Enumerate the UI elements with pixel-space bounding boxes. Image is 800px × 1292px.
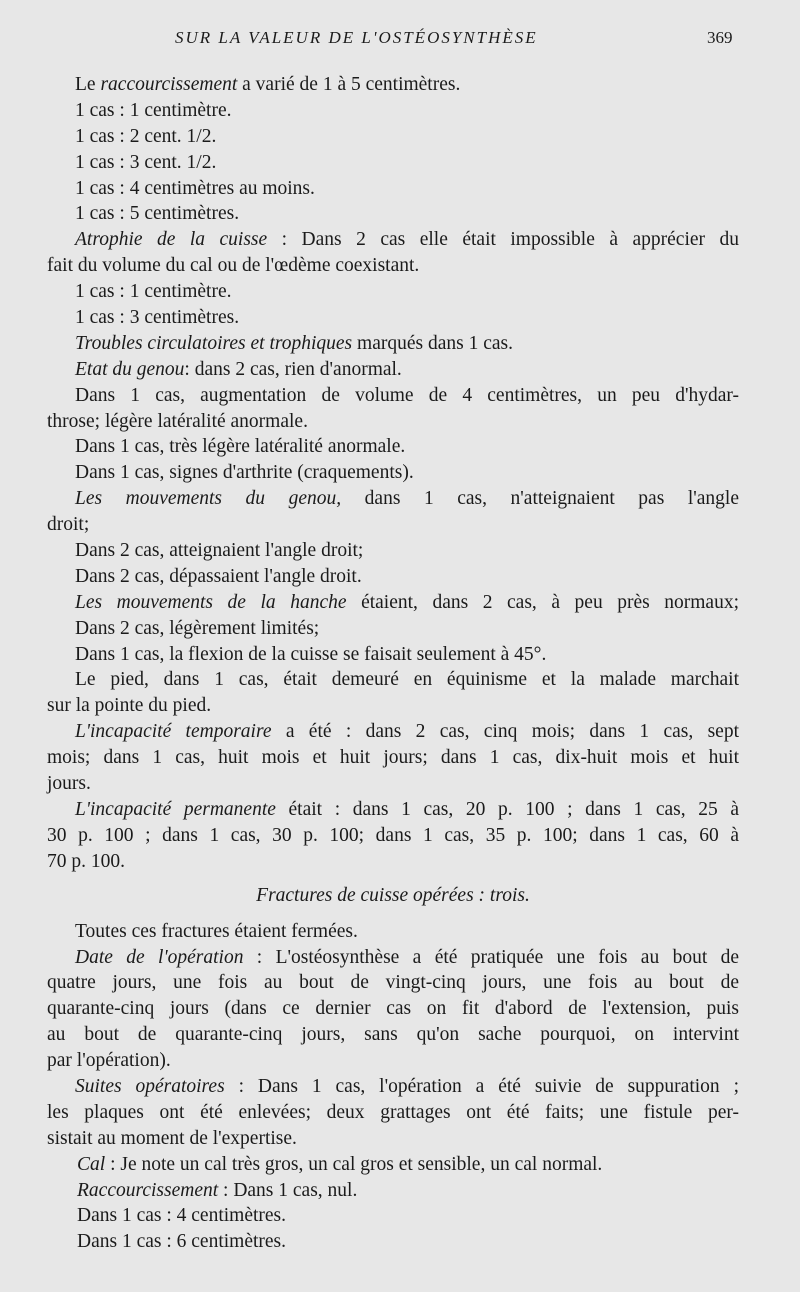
text-line: throse; légère latéralité anormale. (47, 410, 308, 432)
text-line: Les mouvements de la hanche étaient, dans 2 cas, à peu près normaux; (75, 591, 739, 613)
text-line: Dans 1 cas : 4 centimètres. (77, 1205, 287, 1227)
text-line: Date de l'opération : L'ostéosynthèse a été pratiquée une fois au bout de (75, 946, 740, 968)
text-line: 1 cas : 5 centimètres. (75, 203, 240, 225)
text-line: Toutes ces fractures étaient fermées. (75, 920, 358, 942)
text-line: Dans 2 cas, atteignaient l'angle droit; (75, 540, 364, 562)
text-line: 1 cas : 3 centimètres. (75, 307, 240, 329)
text-line: Raccourcissement : Dans 1 cas, nul. (77, 1179, 358, 1201)
text-line: sur la pointe du pied. (47, 695, 212, 717)
text-line: Le pied, dans 1 cas, était demeuré en équinisme et la malade marchait (75, 669, 739, 691)
text-line: quarante-cinq jours (dans ce dernier cas on fit d'abord de l'extension, puis (47, 998, 739, 1020)
text-line: 1 cas : 1 centimètre. (75, 99, 232, 121)
text-line: Suites opératoires : Dans 1 cas, l'opération a été suivie de suppuration ; (75, 1075, 739, 1097)
text-line: Le raccourcissement a varié de 1 à 5 centimètres. (75, 74, 461, 95)
running-title: SUR LA VALEUR DE L'OSTÉOSYNTHÈSE (175, 28, 538, 47)
text-line: sistait au moment de l'expertise. (47, 1127, 297, 1149)
text-line: L'incapacité permanente était : dans 1 cas, 20 p. 100 ; dans 1 cas, 25 à (75, 798, 739, 820)
text-line: Dans 1 cas, augmentation de volume de 4 centimètres, un peu d'hydar- (75, 384, 739, 406)
text-line: au bout de quarante-cinq jours, sans qu'on sache pourquoi, on intervint (47, 1024, 739, 1046)
text-line: 1 cas : 3 cent. 1/2. (75, 151, 217, 173)
text-line: fait du volume du cal ou de l'œdème coexistant. (47, 255, 420, 277)
text-line: quatre jours, une fois au bout de vingt-cinq jours, une fois au bout de (47, 972, 739, 994)
text-line: les plaques ont été enlevées; deux grattages ont été faits; une fistule per- (47, 1101, 739, 1123)
text-line: par l'opération). (47, 1050, 171, 1072)
text-line: 30 p. 100 ; dans 1 cas, 30 p. 100; dans 1 cas, 35 p. 100; dans 1 cas, 60 à (47, 824, 739, 846)
text-line: Dans 1 cas, la flexion de la cuisse se faisait seulement à 45°. (75, 643, 547, 665)
running-header (0, 28, 800, 52)
text-line: Troubles circulatoires et trophiques marqués dans 1 cas. (75, 332, 513, 354)
text-line: Cal : Je note un cal très gros, un cal gros et sensible, un cal normal. (77, 1153, 603, 1175)
text-line: Dans 1 cas : 6 centimètres. (77, 1231, 287, 1253)
text-line: L'incapacité temporaire a été : dans 2 cas, cinq mois; dans 1 cas, sept (75, 721, 739, 743)
text-line: jours. (47, 773, 91, 795)
text-line: Dans 1 cas, signes d'arthrite (craquements). (75, 462, 414, 484)
page-body (47, 72, 739, 1255)
text-line: 1 cas : 4 centimètres au moins. (75, 177, 315, 199)
text-line: 70 p. 100. (47, 850, 125, 872)
text-line: Atrophie de la cuisse : Dans 2 cas elle était impossible à apprécier du (75, 229, 739, 251)
text-line: mois; dans 1 cas, huit mois et huit jours; dans 1 cas, dix-huit mois et huit (47, 747, 739, 769)
text-line: Dans 2 cas, légèrement limités; (75, 617, 320, 639)
text-line: Etat du genou: dans 2 cas, rien d'anormal. (75, 358, 402, 380)
section-heading: Fractures de cuisse opérées : trois. (256, 884, 530, 906)
text-line: Dans 1 cas, très légère latéralité anormale. (75, 436, 406, 458)
text-line: 1 cas : 1 centimètre. (75, 281, 232, 303)
text-line: 1 cas : 2 cent. 1/2. (75, 125, 217, 147)
text-line: Les mouvements du genou, dans 1 cas, n'atteignaient pas l'angle (75, 488, 739, 510)
text-line: droit; (47, 514, 90, 536)
text-line: Dans 2 cas, dépassaient l'angle droit. (75, 565, 362, 587)
page-number: 369 (707, 28, 733, 47)
